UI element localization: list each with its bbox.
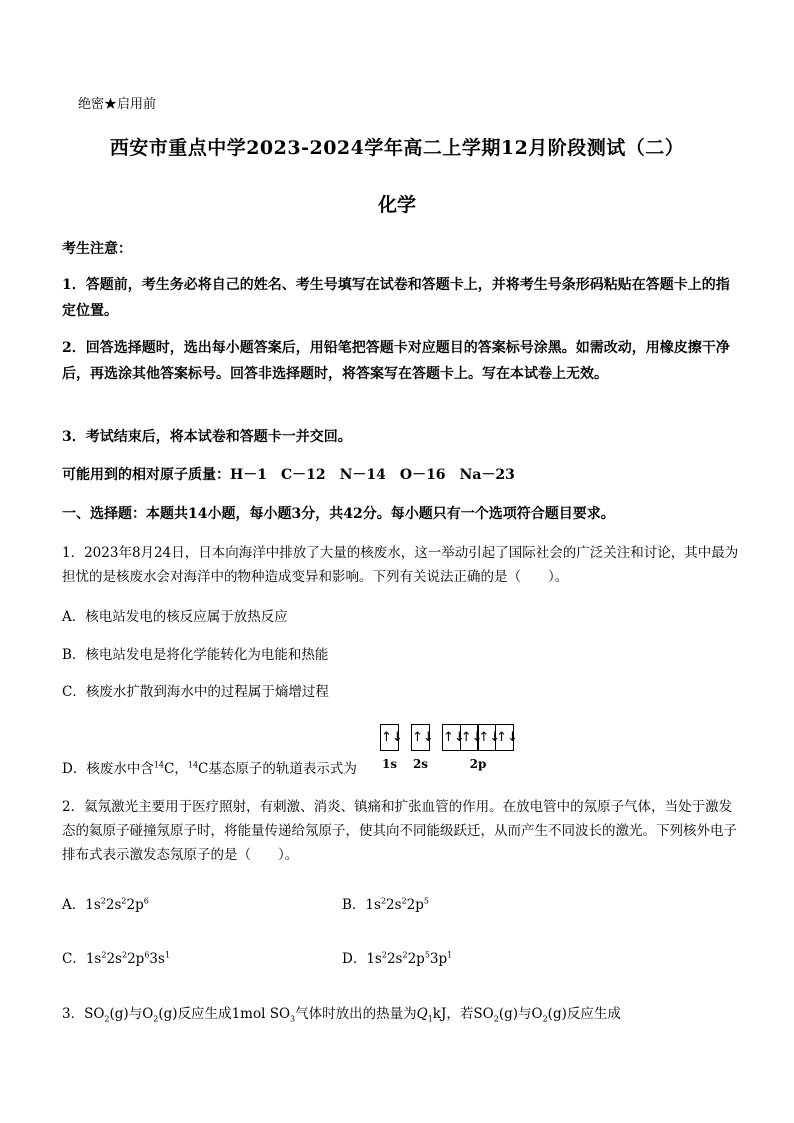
notice-item-2: 2．回答选择题时，选出每小题答案后，用铅笔把答题卡对应题目的答案标号涂黑。如需改动，用橡皮擦干净后，再选涂其他答案标号。回答非选择题时，将答案写在答题卡上。写在本试卷上无效。 xyxy=(62,340,730,382)
notice-heading: 考生注意： xyxy=(62,241,132,257)
isotope-mass: 14 xyxy=(187,760,199,770)
q1-d-prefix: D．核废水中含 xyxy=(62,761,154,777)
orbital-2p xyxy=(442,724,518,771)
q3-stem: 3．$SO_2(g)$与$O_2(g)$反应生成1mol $SO_3$气体时放出的热量为$Q_1kJ$，若$SO_2(g)$与$O_2(g)$反应生成 xyxy=(62,1006,621,1024)
confidential-label: 绝密★启用前 xyxy=(78,97,157,112)
q1-d-suffix: C基态原子的轨道表示式为 xyxy=(198,761,357,777)
exam-title: 西安市重点中学2023-2024学年高二上学期12月阶段测试（二） xyxy=(109,137,685,159)
atomic-mass-line: 可能用到的相对原子质量：H－1 C－12 N－14 O－16 Na－23 xyxy=(62,467,515,483)
q1-option-c: C．核废水扩散到海水中的过程属于熵增过程 xyxy=(62,684,329,700)
orbital-box: ↑↓ xyxy=(477,724,496,751)
notice-item-3: 3．考试结束后，将本试卷和答题卡一并交回。 xyxy=(62,429,352,445)
q2-option-c: C．$1s^22s^22p^63s^1$ xyxy=(62,950,171,967)
orbital-label: 2p xyxy=(469,757,487,771)
q2-option-d: D．$1s^22s^22p^53p^1$ xyxy=(342,950,453,967)
section-1-heading: 一、选择题：本题共14小题，每小题3分，共42分。每小题只有一个选项符合题目要求。 xyxy=(62,506,615,522)
orbital-box: ↑↓ xyxy=(380,724,399,751)
orbital-box: ↑↓ xyxy=(411,724,430,751)
q2-option-b: B．$1s^22s^22p^5$ xyxy=(342,896,429,913)
q2-option-a: A．$1s^22s^22p^6$ xyxy=(62,896,149,913)
orbital-box: ↑↓ xyxy=(460,724,479,751)
notice-item-1: 1．答题前，考生务必将自己的姓名、考生号填写在试卷和答题卡上，并将考生号条形码粘贴在答题卡上的指定位置。 xyxy=(62,277,730,319)
q1-d-element: C， xyxy=(164,761,188,777)
orbital-label: 1s xyxy=(381,757,398,771)
orbital-diagram xyxy=(380,724,526,771)
subject-title: 化学 xyxy=(377,194,416,216)
q1-stem: 1．2023年8月24日，日本向海洋中排放了大量的核废水，这一举动引起了国际社会的广泛关注和讨论，其中最为担忧的是核废水会对海洋中的物种造成变异和影响。下列有关说法正确的是（ ）。 xyxy=(62,545,739,585)
isotope-mass: 14 xyxy=(153,760,165,770)
q1-option-a: A．核电站发电的核反应属于放热反应 xyxy=(62,609,288,625)
orbital-box: ↑↓ xyxy=(495,724,514,751)
orbital-2s xyxy=(411,724,434,771)
q2-stem: 2．氦氖激光主要用于医疗照射，有刺激、消炎、镇痛和扩张血管的作用。在放电管中的氖原子气体，当处于激发态的氦原子碰撞氖原子时，将能量传递给氖原子，使其向不同能级跃迁，从而产生不同波长的激光。下列核外电子排布式表示激发态氖原子的是（ ）。 xyxy=(62,799,737,863)
orbital-1s xyxy=(380,724,403,771)
q1-option-b: B．核电站发电是将化学能转化为电能和热能 xyxy=(62,647,329,663)
orbital-box: ↑↓ xyxy=(442,724,461,751)
orbital-label: 2s xyxy=(412,757,429,771)
